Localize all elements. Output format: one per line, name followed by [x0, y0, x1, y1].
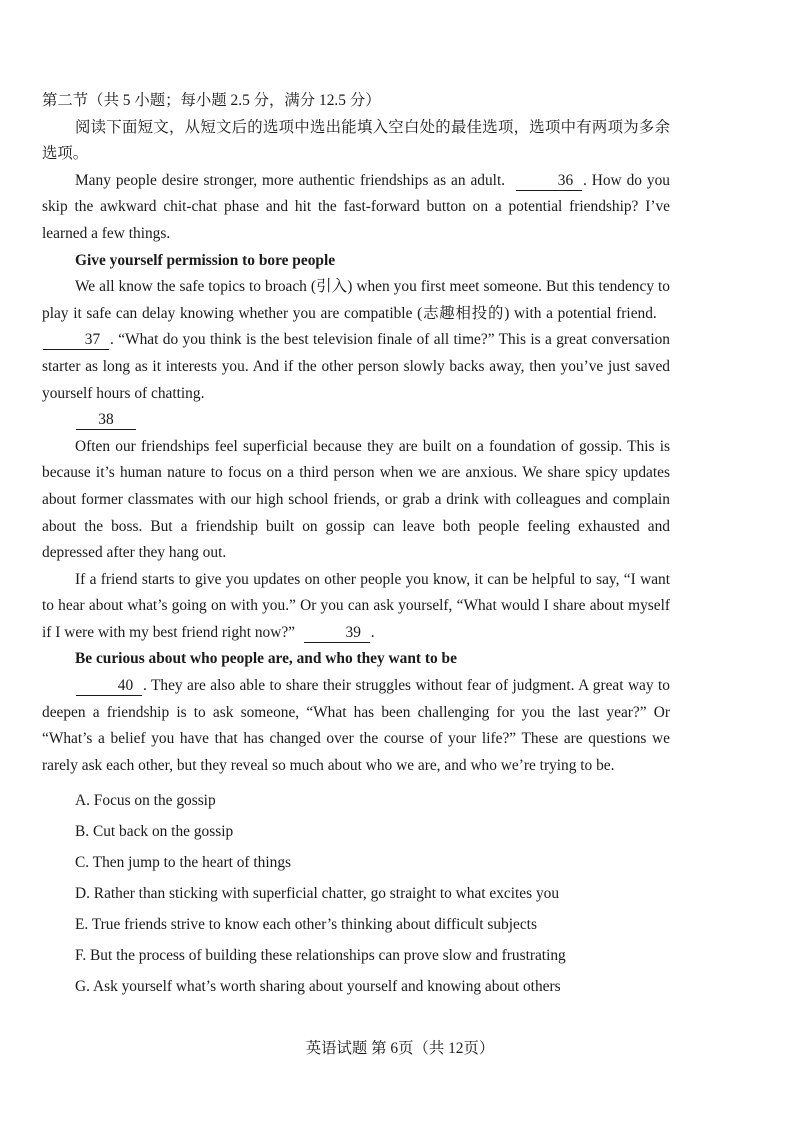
option-g: G. Ask yourself what’s worth sharing about yourself and knowing about others	[75, 978, 561, 996]
option-d: D. Rather than sticking with superficial chatter, go straight to what excites you	[75, 885, 560, 903]
paragraph-4	[42, 567, 670, 647]
paragraph-4-end: .	[370, 623, 375, 641]
option-e: E. True friends strive to know each other’s thinking about difficult subjects	[75, 916, 537, 934]
paragraph-2-start: We all know the safe topics to broach (引入) when you first meet someone. But this tendency to play it safe can delay knowing whether you are compatible (志趣相投的) with a potential friend.	[42, 278, 670, 322]
blank-39: 39	[304, 624, 370, 643]
subheading-bore-people: Give yourself permission to bore people	[75, 251, 336, 269]
page-footer: 英语试题 第 6页（共 12页）	[305, 1040, 495, 1057]
blank-36: 36	[516, 172, 582, 191]
paragraph-1-start: Many people desire stronger, more authentic friendships as an adult.	[75, 171, 506, 189]
option-b: B. Cut back on the gossip	[75, 823, 234, 841]
option-f: F. But the process of building these relationships can prove slow and frustrating	[75, 947, 566, 965]
paragraph-1-end: . How do you skip the awkward chit-chat phase and hit the fast-forward button on a potential friendship? I’ve learned a few things.	[42, 171, 670, 242]
paragraph-1	[42, 168, 670, 248]
blank-37: 37	[43, 331, 109, 350]
blank-38: 38	[76, 411, 136, 430]
paragraph-2-end: . “What do you think is the best television finale of all time?” This is a great conversation starter as long as it interests you. And if the other person slowly backs away, then you’ve just saved yourself hours of chatting.	[42, 331, 670, 402]
option-c: C. Then jump to the heart of things	[75, 854, 292, 872]
subheading-be-curious: Be curious about who people are, and who they want to be	[75, 650, 457, 668]
paragraph-4-start: If a friend starts to give you updates on other people you know, it can be helpful to say, “I want to hear about what’s going on with you.” Or you can ask yourself, “What would I share about myself if I were with my best friend right now?”	[42, 570, 670, 641]
paragraph-3: Often our friendships feel superficial because they are built on a foundation of gossip. This is because it’s human nature to focus on a third person when we are anxious. We share spicy updates about former classmates with our high school friends, or grab a drink with colleagues and complain about the boss. But a friendship built on gossip can leave both people feeling exhausted and depressed after they hang out.	[42, 437, 670, 562]
paragraph-2	[42, 274, 670, 407]
section-content	[42, 88, 670, 1002]
paragraph-5	[42, 673, 670, 779]
section-instructions: 阅读下面短文，从短文后的选项中选出能填入空白处的最佳选项，选项中有两项为多余选项。	[42, 118, 670, 163]
option-a: A. Focus on the gossip	[75, 792, 216, 810]
section-title: 第二节（共 5 小题；每小题 2.5 分，满分 12.5 分）	[42, 92, 381, 109]
options-list	[42, 785, 670, 1002]
paragraph-5-text: . They are also able to share their struggles without fear of judgment. A great way to deepen a friendship is to ask someone, “What has been challenging for you the last year?” Or “What’s a belief you have that has changed over the course of your life?” These are questions we rarely ask each other, but they reveal so much about who we are, and who we’re trying to be.	[42, 677, 670, 774]
subheading-blank-38-line	[42, 407, 670, 434]
blank-40: 40	[76, 677, 142, 696]
